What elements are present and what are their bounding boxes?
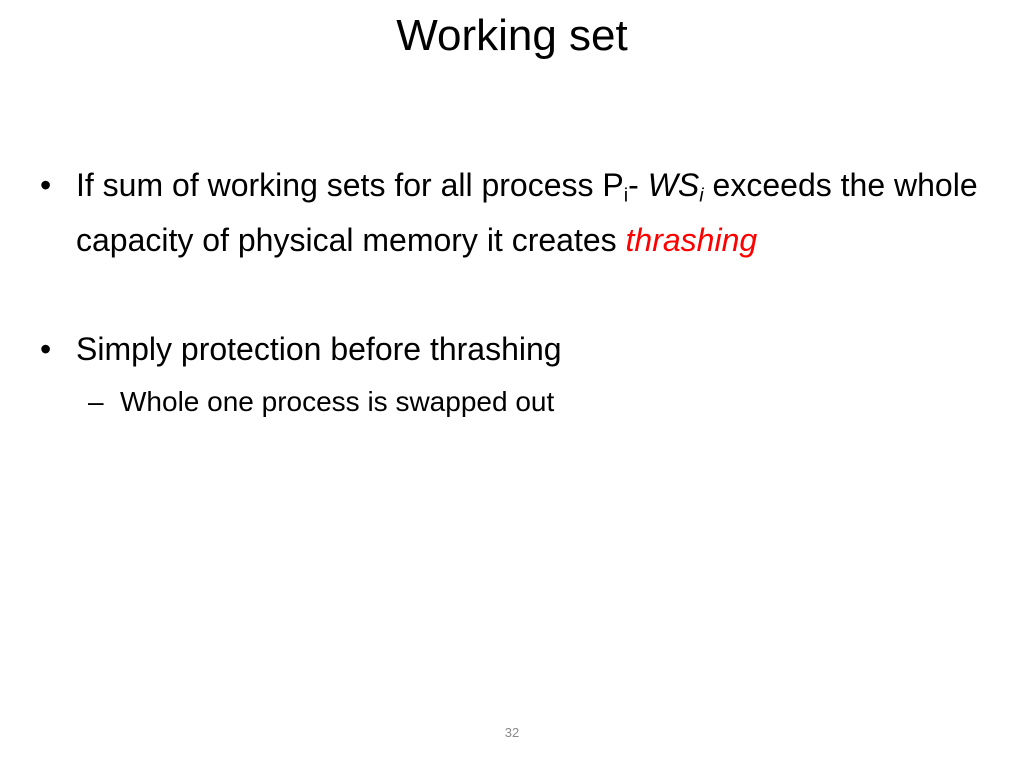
sub-bullet-text: Whole one process is swapped out (120, 386, 555, 417)
bullet-marker: • (40, 167, 52, 203)
bullet-text: Simply protection before thrashing (76, 331, 562, 367)
page-number: 32 (504, 725, 520, 740)
sub-bullet-item-swap (36, 377, 996, 427)
bullet-text: If sum of working sets for all process P (76, 167, 624, 203)
highlight-thrashing: thrashing (625, 222, 758, 258)
sub-bullet-marker: – (88, 386, 104, 417)
bullet-text-dash: - (628, 167, 648, 203)
bullet-item-protection (36, 322, 996, 377)
subscript-i: i (623, 184, 629, 207)
subscript-i-italic: i (699, 184, 704, 207)
slide-body (36, 158, 996, 427)
slide-title: Working set (396, 11, 628, 60)
bullet-text-continued: exceeds the whole capacity of physical memory it creates (76, 167, 978, 258)
bullet-item-working-set-sum (36, 158, 996, 268)
bullet-marker: • (40, 331, 52, 367)
ws-symbol: WS (647, 167, 700, 203)
